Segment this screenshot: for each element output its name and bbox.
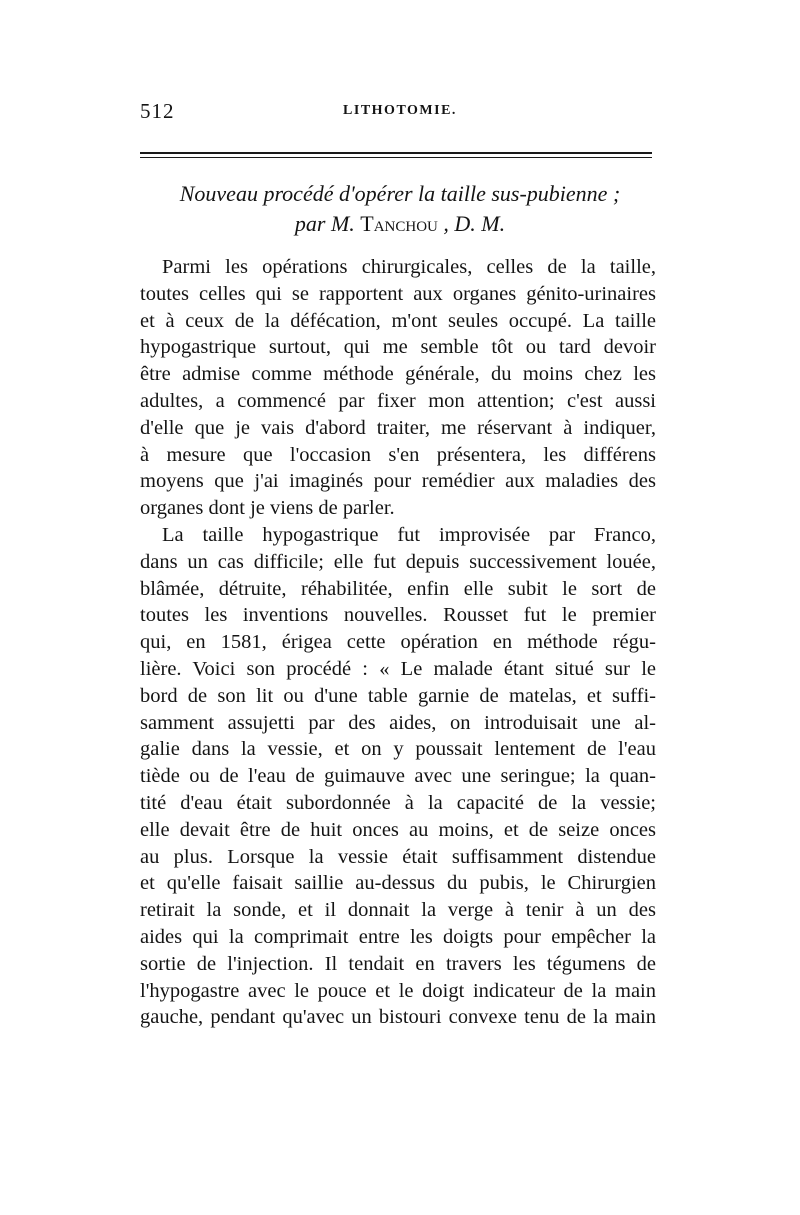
text-line: tité d'eau était subordonnée à la capacité de la vessie; <box>140 791 656 814</box>
text-line: sortie de l'injection. Il tendait en travers les tégumens de <box>140 952 656 975</box>
byline-degree: D. M. <box>454 211 506 236</box>
header-rule-thin <box>140 157 652 158</box>
text-line: toutes les inventions nouvelles. Rousset fut le premier <box>140 604 656 627</box>
text-line: retirait la sonde, et il donnait la verge à tenir à un des <box>140 899 656 922</box>
text-line: qui, en 1581, érigea cette opération en méthode régu- <box>140 631 656 654</box>
text-line: organes dont je viens de parler. <box>140 497 395 520</box>
running-head: LITHOTOMIE. <box>343 103 457 118</box>
text-line: être admise comme méthode générale, du moins chez les <box>140 363 656 386</box>
text-line: samment assujetti par des aides, on introduisait une al- <box>140 711 656 734</box>
page-number: 512 <box>140 99 175 123</box>
text-line: d'elle que je vais d'abord traiter, me réservant à indiquer, <box>140 416 656 439</box>
text-line: Parmi les opérations chirurgicales, celles de la taille, <box>162 256 656 278</box>
text-line: blâmée, détruite, réhabilitée, enfin elle subit le sort de <box>140 577 656 600</box>
text-line: à mesure que l'occasion s'en présentera, les différens <box>140 443 656 466</box>
text-line: elle devait être de huit onces au moins, et de seize onces <box>140 818 656 841</box>
text-line: toutes celles qui se rapportent aux organes génito-urinaires <box>140 282 656 305</box>
text-line: gauche, pendant qu'avec un bistouri convexe tenu de la main <box>140 1006 656 1029</box>
text-line: tiède ou de l'eau de guimauve avec une seringue; la quan- <box>140 765 656 788</box>
text-line: adultes, a commencé par fixer mon attention; c'est aussi <box>140 389 656 412</box>
text-line: l'hypogastre avec le pouce et le doigt indicateur de la main <box>140 979 656 1002</box>
text-line: lière. Voici son procédé : « Le malade étant situé sur le <box>140 657 656 680</box>
text-line: galie dans la vessie, et on y poussait lentement de l'eau <box>140 738 656 761</box>
text-line: aides qui la comprimait entre les doigts pour empêcher la <box>140 925 656 948</box>
text-line: hypogastrique surtout, qui me semble tôt ou tard devoir <box>140 336 656 359</box>
header-rule-thick <box>140 152 652 154</box>
article-byline <box>0 211 800 237</box>
byline-author: Tanchou <box>360 211 438 236</box>
article-title: Nouveau procédé d'opérer la taille sus-pubienne ; <box>179 181 621 206</box>
byline-par: par <box>294 211 326 236</box>
text-line: moyens que j'ai imaginés pour remédier aux maladies des <box>140 470 656 493</box>
byline-m: M. <box>330 211 355 236</box>
text-line: La taille hypogastrique fut improvisée par Franco, <box>162 523 656 546</box>
text-line: et à ceux de la défécation, m'ont seules occupé. La taille <box>140 309 656 332</box>
text-line: au plus. Lorsque la vessie était suffisamment distendue <box>140 845 656 868</box>
body-text <box>140 254 656 1031</box>
text-line: et qu'elle faisait saillie au-dessus du pubis, le Chirurgien <box>140 872 656 895</box>
text-line: bord de son lit ou d'une table garnie de matelas, et suffi- <box>140 684 656 707</box>
byline-comma: , <box>443 211 449 236</box>
text-line: dans un cas difficile; elle fut depuis successivement louée, <box>140 550 656 573</box>
